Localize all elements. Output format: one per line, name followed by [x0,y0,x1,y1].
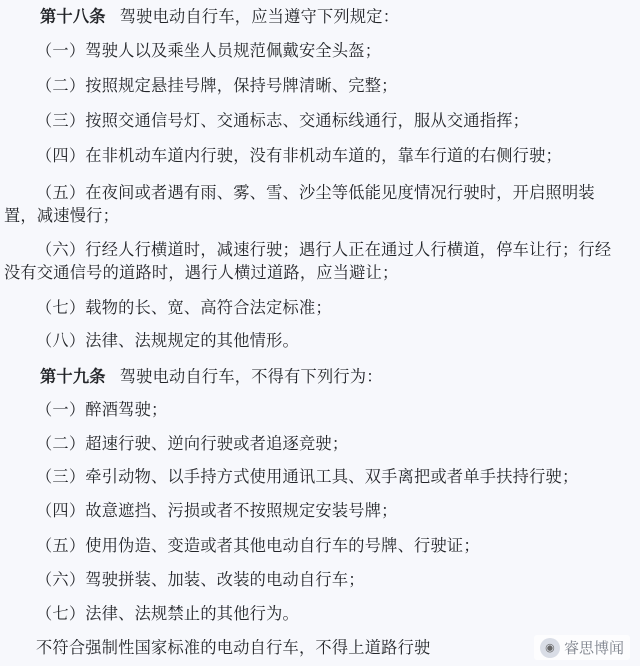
article-19-item: （七）法律、法规禁止的其他行为。 [36,604,299,623]
article-18-item-continuation: 置，减速慢行； [4,206,120,225]
article-19-item: （四）故意遮挡、污损或者不按照规定安装号牌； [36,501,398,520]
article-18-item: （三）按照交通信号灯、交通标志、交通标线通行，服从交通指挥； [36,111,530,130]
article-18-heading [40,6,399,28]
article-18-item-continuation: 没有交通信号的道路时，遇行人横过道路，应当避让； [4,263,399,282]
article-18-item: （一）驾驶人以及乘坐人员规范佩戴安全头盔； [36,41,382,60]
article-18-item: （八）法律、法规规定的其他情形。 [36,331,299,350]
article-18-title: 第十八条 [40,7,106,26]
watermark [534,635,630,660]
article-19-item: （五）使用伪造、变造或者其他电动自行车的号牌、行驶证； [36,536,480,555]
article-19-item: （一）醉酒驾驶； [36,400,168,419]
article-19-item: （六）驾驶拼装、加装、改装的电动自行车； [36,570,365,589]
watermark-text: 睿思博闻 [563,639,624,657]
logo-icon: ◉ [540,638,560,658]
article-18-item: （五）在夜间或者遇有雨、雾、雪、沙尘等低能见度情况行驶时，开启照明装 [36,183,595,202]
article-19-title: 第十九条 [40,367,106,386]
article-19-item: （三）牵引动物、以手持方式使用通讯工具、双手离把或者单手扶持行驶； [36,467,579,486]
article-18-item: （二）按照规定悬挂号牌，保持号牌清晰、完整； [36,76,398,95]
article-18-item: （六）行经人行横道时，减速行驶；遇行人正在通过人行横道，停车让行；行经 [36,240,612,259]
article-18-item: （四）在非机动车道内行驶，没有非机动车道的，靠车行道的右侧行驶； [36,146,562,165]
article-19-item: （二）超速行驶、逆向行驶或者追逐竞驶； [36,434,349,453]
article-18-item: （七）载物的长、宽、高符合法定标准； [36,298,332,317]
article-18-intro: 驾驶电动自行车，应当遵守下列规定： [119,7,400,26]
article-19-heading [40,366,383,388]
closing-sentence: 不符合强制性国家标准的电动自行车，不得上道路行驶 [36,638,431,657]
article-19-intro: 驾驶电动自行车，不得有下列行为： [119,367,383,386]
